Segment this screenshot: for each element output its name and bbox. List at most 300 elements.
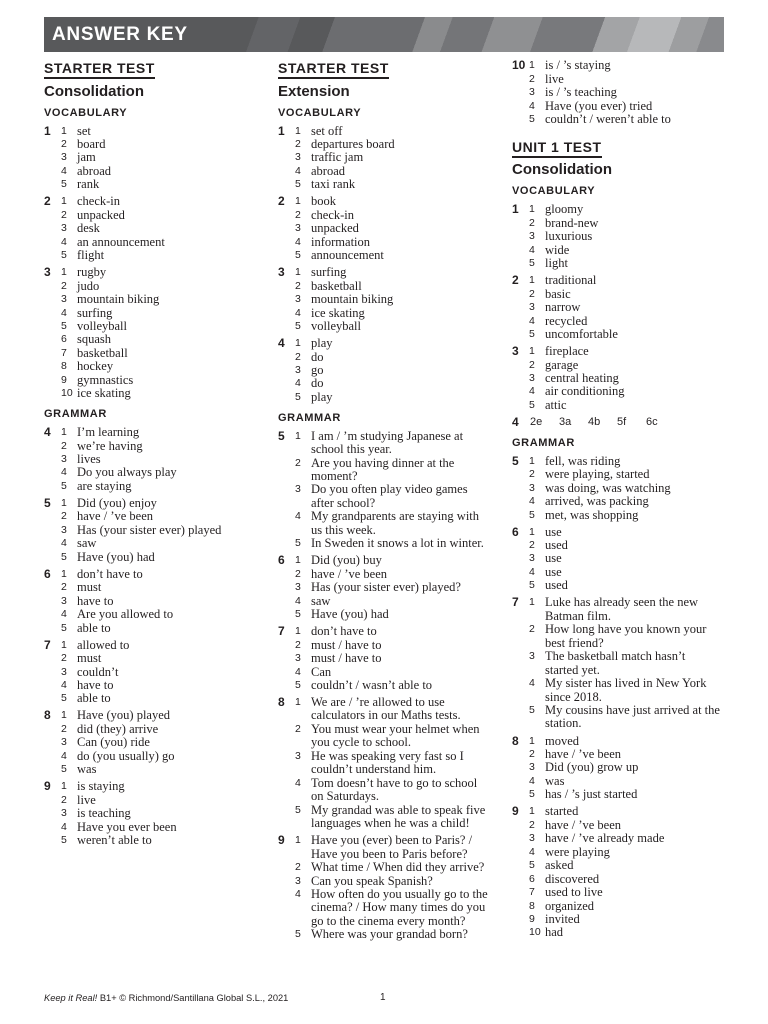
answer-item bbox=[529, 526, 738, 539]
item-number: 5 bbox=[295, 678, 301, 691]
item-number: 1 bbox=[529, 274, 535, 287]
answer-item bbox=[529, 886, 738, 899]
exercise-number: 3 bbox=[44, 265, 51, 280]
exercise-number: 10 bbox=[512, 58, 526, 73]
item-number: 2 bbox=[61, 652, 67, 665]
answer-item bbox=[295, 834, 506, 861]
answer-item bbox=[295, 581, 506, 594]
answer-text: traditional bbox=[545, 273, 597, 288]
exercise-number: 3 bbox=[278, 265, 285, 280]
item-number: 2 bbox=[61, 581, 67, 594]
exercise-block bbox=[278, 195, 506, 262]
answer-item bbox=[61, 453, 272, 466]
item-number: 5 bbox=[295, 803, 301, 816]
item-number: 1 bbox=[529, 454, 535, 467]
answer-text: flight bbox=[77, 248, 105, 263]
exercise-block bbox=[278, 696, 506, 831]
item-number: 1 bbox=[529, 525, 535, 538]
answer-item bbox=[529, 552, 738, 565]
answer-text: information bbox=[311, 234, 371, 249]
answer-item bbox=[61, 595, 272, 608]
exercise-block bbox=[512, 59, 738, 126]
exercise-block bbox=[512, 203, 738, 270]
answer-text: go bbox=[311, 362, 324, 377]
answer-text: How long have you known your best friend? bbox=[545, 622, 707, 650]
answer-text: central heating bbox=[545, 370, 619, 385]
item-number: 5 bbox=[61, 621, 67, 634]
answer-text: I’m learning bbox=[77, 425, 140, 440]
answer-text: basketball bbox=[311, 278, 362, 293]
answer-item bbox=[529, 359, 738, 372]
answer-item bbox=[529, 913, 738, 926]
answer-text: taxi rank bbox=[311, 177, 356, 192]
answer-item bbox=[295, 266, 506, 279]
answer-item bbox=[529, 832, 738, 845]
exercise-block bbox=[44, 195, 272, 262]
item-number: 2 bbox=[61, 439, 67, 452]
answer-list bbox=[529, 274, 738, 341]
item-number: 1 bbox=[529, 805, 535, 818]
answer-item bbox=[61, 723, 272, 736]
item-number: 2 bbox=[295, 861, 301, 874]
item-number: 5 bbox=[295, 178, 301, 191]
answer-text: Can bbox=[311, 664, 332, 679]
answer-item bbox=[61, 293, 272, 306]
answer-text: was bbox=[77, 762, 97, 777]
answer-item bbox=[61, 537, 272, 550]
answer-text: rank bbox=[77, 177, 100, 192]
exercise-number: 6 bbox=[44, 566, 51, 581]
answer-text: couldn’t / weren’t able to bbox=[545, 112, 671, 127]
item-number: 3 bbox=[529, 86, 535, 99]
answer-text: basic bbox=[545, 286, 571, 301]
answer-text: narrow bbox=[545, 300, 581, 315]
answer-text: judo bbox=[77, 278, 100, 293]
item-number: 2 bbox=[61, 510, 67, 523]
exercise-block bbox=[44, 497, 272, 564]
answer-text: Have (you) had bbox=[77, 549, 155, 564]
answer-item bbox=[61, 466, 272, 479]
item-number: 4 bbox=[295, 887, 301, 900]
exercise-number: 1 bbox=[278, 123, 285, 138]
answer-text: used bbox=[545, 578, 568, 593]
item-number: 1 bbox=[61, 124, 67, 137]
item-number: 4 bbox=[61, 235, 67, 248]
answer-item bbox=[529, 315, 738, 328]
answer-text: gloomy bbox=[545, 202, 584, 217]
answer-item bbox=[529, 230, 738, 243]
inline-answer: 6c bbox=[646, 415, 658, 428]
answer-text: invited bbox=[545, 912, 580, 927]
answer-list bbox=[61, 780, 272, 847]
answer-text: must bbox=[77, 651, 102, 666]
answer-item bbox=[61, 807, 272, 820]
answer-text: Has (your sister ever) played bbox=[77, 522, 222, 537]
item-number: 5 bbox=[529, 398, 535, 411]
answer-item bbox=[295, 723, 506, 750]
answer-text: used to live bbox=[545, 885, 603, 900]
answer-text: jam bbox=[77, 150, 96, 165]
answer-item bbox=[295, 888, 506, 928]
answer-item bbox=[295, 483, 506, 510]
answer-list bbox=[529, 596, 738, 731]
answer-item bbox=[295, 639, 506, 652]
exercise-block bbox=[44, 780, 272, 847]
answer-item bbox=[61, 249, 272, 262]
item-number: 4 bbox=[295, 306, 301, 319]
item-number: 5 bbox=[529, 257, 535, 270]
exercise-number: 1 bbox=[512, 202, 519, 217]
answer-item bbox=[529, 539, 738, 552]
answer-item bbox=[529, 372, 738, 385]
answer-item bbox=[529, 650, 738, 677]
item-number: 4 bbox=[295, 510, 301, 523]
answer-text: moved bbox=[545, 733, 580, 748]
answer-text: Do you often play video games after school? bbox=[311, 482, 468, 510]
answer-list bbox=[529, 735, 738, 802]
item-number: 3 bbox=[529, 371, 535, 384]
answer-text: do bbox=[311, 376, 324, 391]
book-title: Keep it Real! bbox=[44, 993, 98, 1003]
item-number: 5 bbox=[61, 550, 67, 563]
answer-text: Have you (ever) been to Paris? / Have you been to Paris before? bbox=[311, 833, 473, 861]
exercise-block bbox=[512, 455, 738, 522]
item-number: 4 bbox=[61, 164, 67, 177]
answer-text: Can (you) ride bbox=[77, 735, 150, 750]
answer-item bbox=[295, 165, 506, 178]
column-1 bbox=[44, 59, 272, 848]
answer-text: We are / ’re allowed to use calculators in our Maths tests. bbox=[311, 695, 461, 723]
answer-list bbox=[61, 195, 272, 262]
copyright-text: B1+ © Richmond/Santillana Global S.L., 2021 bbox=[99, 993, 289, 1003]
answer-text: Have (you) had bbox=[311, 607, 389, 622]
answer-text: must / have to bbox=[311, 651, 382, 666]
item-number: 1 bbox=[61, 426, 67, 439]
answer-text: fireplace bbox=[545, 344, 589, 359]
answer-item bbox=[61, 125, 272, 138]
answer-item bbox=[529, 274, 738, 287]
answer-item bbox=[295, 280, 506, 293]
exercise-number: 2 bbox=[512, 273, 519, 288]
item-number: 3 bbox=[61, 293, 67, 306]
answer-text: have / ’ve been bbox=[545, 746, 622, 761]
answer-item bbox=[529, 203, 738, 216]
inline-answers bbox=[530, 416, 738, 429]
item-number: 10 bbox=[61, 387, 73, 400]
answer-text: we’re having bbox=[77, 438, 143, 453]
test-heading: STARTER TEST bbox=[278, 59, 389, 79]
answer-list bbox=[61, 568, 272, 635]
exercise-number: 5 bbox=[512, 453, 519, 468]
answer-item bbox=[529, 73, 738, 86]
answer-item bbox=[61, 347, 272, 360]
item-number: 5 bbox=[61, 249, 67, 262]
answer-text: What time / When did they arrive? bbox=[311, 860, 485, 875]
answer-text: My grandparents are staying with us this week. bbox=[311, 509, 480, 537]
item-number: 7 bbox=[529, 886, 535, 899]
test-heading: STARTER TEST bbox=[44, 59, 155, 79]
answer-text: My sister has lived in New York since 2018. bbox=[545, 676, 707, 704]
item-number: 3 bbox=[61, 222, 67, 235]
answer-text: Did (you) enjoy bbox=[77, 495, 157, 510]
answer-text: use bbox=[545, 551, 562, 566]
answer-item bbox=[61, 151, 272, 164]
answer-text: have / ’ve been bbox=[77, 509, 154, 524]
answer-text: discovered bbox=[545, 871, 600, 886]
item-number: 2 bbox=[529, 818, 535, 831]
section-heading: GRAMMAR bbox=[278, 411, 341, 424]
answer-item bbox=[529, 775, 738, 788]
item-number: 3 bbox=[295, 151, 301, 164]
exercise-block bbox=[512, 416, 738, 429]
item-number: 3 bbox=[295, 293, 301, 306]
answer-text: wide bbox=[545, 242, 570, 257]
item-number: 4 bbox=[61, 306, 67, 319]
answer-text: desk bbox=[77, 221, 100, 236]
item-number: 2 bbox=[295, 208, 301, 221]
answer-item bbox=[295, 307, 506, 320]
answer-item bbox=[61, 236, 272, 249]
inline-answer: 5f bbox=[617, 415, 627, 428]
answer-item bbox=[295, 554, 506, 567]
answer-text: set off bbox=[311, 123, 343, 138]
exercise-number: 6 bbox=[512, 524, 519, 539]
answer-text: check-in bbox=[77, 194, 121, 209]
answer-item bbox=[295, 696, 506, 723]
item-number: 4 bbox=[61, 678, 67, 691]
exercise-block bbox=[44, 125, 272, 192]
answer-item bbox=[61, 608, 272, 621]
answer-item bbox=[529, 399, 738, 412]
answer-item bbox=[295, 320, 506, 333]
exercise-block bbox=[44, 568, 272, 635]
answer-text: He was speaking very fast so I couldn’t understand him. bbox=[311, 748, 464, 777]
exercise-number: 7 bbox=[512, 595, 519, 610]
answer-text: You must wear your helmet when you cycle to school. bbox=[311, 721, 480, 750]
answer-item bbox=[295, 861, 506, 874]
answer-item bbox=[61, 794, 272, 807]
exercise-block bbox=[278, 430, 506, 551]
exercise-block bbox=[44, 709, 272, 776]
answer-item bbox=[295, 236, 506, 249]
item-number: 5 bbox=[61, 834, 67, 847]
answer-list bbox=[295, 834, 506, 942]
answer-text: started bbox=[545, 804, 579, 819]
answer-item bbox=[529, 288, 738, 301]
answer-text: unpacked bbox=[311, 221, 359, 236]
item-number: 1 bbox=[61, 567, 67, 580]
exercise-block bbox=[512, 805, 738, 940]
item-number: 3 bbox=[529, 230, 535, 243]
item-number: 4 bbox=[295, 164, 301, 177]
answer-item bbox=[61, 821, 272, 834]
item-number: 2 bbox=[529, 468, 535, 481]
answer-text: set bbox=[77, 123, 91, 138]
answer-text: weren’t able to bbox=[77, 833, 152, 848]
item-number: 5 bbox=[529, 508, 535, 521]
item-number: 2 bbox=[295, 137, 301, 150]
exercise-block bbox=[278, 266, 506, 333]
answer-item bbox=[529, 926, 738, 939]
item-number: 3 bbox=[529, 761, 535, 774]
exercise-number: 8 bbox=[278, 695, 285, 710]
answer-item bbox=[529, 566, 738, 579]
item-number: 1 bbox=[295, 696, 301, 709]
item-number: 4 bbox=[529, 565, 535, 578]
item-number: 4 bbox=[295, 594, 301, 607]
item-number: 1 bbox=[295, 195, 301, 208]
answer-list bbox=[295, 554, 506, 621]
inline-answer: 2e bbox=[530, 415, 543, 428]
exercise-block bbox=[44, 266, 272, 401]
item-number: 4 bbox=[61, 749, 67, 762]
item-number: 8 bbox=[529, 899, 535, 912]
exercise-number: 4 bbox=[512, 414, 519, 429]
level-heading: Extension bbox=[278, 82, 350, 100]
answer-item bbox=[295, 457, 506, 484]
item-number: 1 bbox=[61, 266, 67, 279]
exercise-number: 2 bbox=[44, 194, 51, 209]
answer-item bbox=[61, 178, 272, 191]
exercise-number: 7 bbox=[44, 637, 51, 652]
answer-text: live bbox=[545, 71, 564, 86]
answer-item bbox=[529, 345, 738, 358]
answer-item bbox=[529, 385, 738, 398]
answer-list bbox=[61, 639, 272, 706]
answer-list bbox=[61, 426, 272, 493]
answer-text: Where was your grandad born? bbox=[311, 927, 468, 942]
answer-item bbox=[61, 440, 272, 453]
answer-item bbox=[529, 59, 738, 72]
answer-item bbox=[529, 846, 738, 859]
answer-text: Have (you) played bbox=[77, 708, 171, 723]
exercise-number: 9 bbox=[512, 804, 519, 819]
answer-text: has / ’s just started bbox=[545, 787, 638, 802]
item-number: 4 bbox=[295, 665, 301, 678]
answer-text: live bbox=[77, 792, 96, 807]
answer-item bbox=[295, 777, 506, 804]
item-number: 2 bbox=[295, 638, 301, 651]
exercise-block bbox=[278, 337, 506, 404]
answer-text: couldn’t bbox=[77, 664, 119, 679]
item-number: 1 bbox=[61, 496, 67, 509]
answer-item bbox=[295, 608, 506, 621]
section-heading: VOCABULARY bbox=[44, 106, 128, 119]
answer-text: is / ’s staying bbox=[545, 58, 611, 73]
footer-copyright bbox=[44, 992, 288, 1004]
answer-text: Can you speak Spanish? bbox=[311, 873, 433, 888]
item-number: 4 bbox=[61, 466, 67, 479]
answer-item bbox=[529, 761, 738, 774]
section-heading: VOCABULARY bbox=[278, 106, 362, 119]
answer-text: departures board bbox=[311, 136, 395, 151]
answer-item bbox=[61, 666, 272, 679]
answer-item bbox=[61, 195, 272, 208]
answer-list bbox=[295, 266, 506, 333]
answer-text: ice skating bbox=[77, 386, 131, 401]
answer-list bbox=[529, 345, 738, 412]
answer-text: abroad bbox=[311, 163, 346, 178]
answer-item bbox=[295, 750, 506, 777]
answer-item bbox=[529, 805, 738, 818]
answer-text: met, was shopping bbox=[545, 507, 639, 522]
answer-item bbox=[61, 763, 272, 776]
answer-item bbox=[295, 351, 506, 364]
answer-text: How often do you usually go to the cinema? / How many times do you go to the cinema every month? bbox=[311, 886, 488, 928]
item-number: 1 bbox=[295, 266, 301, 279]
answer-item bbox=[529, 748, 738, 761]
answer-list bbox=[295, 696, 506, 831]
answer-item bbox=[61, 307, 272, 320]
answer-item bbox=[295, 249, 506, 262]
answer-text: unpacked bbox=[77, 207, 125, 222]
item-number: 2 bbox=[61, 279, 67, 292]
answer-text: is teaching bbox=[77, 806, 131, 821]
item-number: 4 bbox=[295, 235, 301, 248]
answer-item bbox=[295, 377, 506, 390]
item-number: 5 bbox=[61, 763, 67, 776]
item-number: 3 bbox=[529, 552, 535, 565]
answer-item bbox=[529, 328, 738, 341]
answer-text: couldn’t / wasn’t able to bbox=[311, 677, 433, 692]
answer-item bbox=[295, 430, 506, 457]
item-number: 5 bbox=[61, 692, 67, 705]
answer-text: able to bbox=[77, 620, 111, 635]
item-number: 5 bbox=[529, 788, 535, 801]
answer-text: have / ’ve been bbox=[545, 817, 622, 832]
answer-text: must bbox=[77, 580, 102, 595]
answer-item bbox=[529, 859, 738, 872]
answer-item bbox=[61, 333, 272, 346]
answer-text: My grandad was able to speak five languages when he was a child! bbox=[311, 802, 486, 831]
item-number: 2 bbox=[295, 279, 301, 292]
item-number: 2 bbox=[529, 216, 535, 229]
item-number: 4 bbox=[529, 314, 535, 327]
answer-text: have to bbox=[77, 593, 114, 608]
answer-item bbox=[529, 301, 738, 314]
item-number: 4 bbox=[529, 385, 535, 398]
answer-text: announcement bbox=[311, 248, 384, 263]
answer-item bbox=[529, 509, 738, 522]
item-number: 3 bbox=[61, 151, 67, 164]
answer-item bbox=[61, 692, 272, 705]
answer-text: do bbox=[311, 349, 324, 364]
item-number: 2 bbox=[529, 747, 535, 760]
item-number: 4 bbox=[529, 845, 535, 858]
answer-item bbox=[529, 86, 738, 99]
item-number: 1 bbox=[295, 834, 301, 847]
answer-text: are staying bbox=[77, 478, 132, 493]
item-number: 2 bbox=[295, 350, 301, 363]
answer-text: organized bbox=[545, 898, 595, 913]
answer-text: surfing bbox=[77, 305, 113, 320]
exercise-block bbox=[512, 274, 738, 341]
answer-item bbox=[61, 709, 272, 722]
item-number: 3 bbox=[61, 736, 67, 749]
answer-item bbox=[295, 195, 506, 208]
answer-text: light bbox=[545, 256, 568, 271]
answer-text: check-in bbox=[311, 207, 355, 222]
answer-item bbox=[295, 151, 506, 164]
answer-text: My cousins have just arrived at the station. bbox=[545, 703, 720, 731]
item-number: 4 bbox=[61, 608, 67, 621]
answer-item bbox=[61, 581, 272, 594]
answer-text: saw bbox=[311, 593, 331, 608]
answer-item bbox=[61, 622, 272, 635]
item-number: 1 bbox=[61, 709, 67, 722]
answer-item bbox=[529, 819, 738, 832]
answer-text: hockey bbox=[77, 359, 114, 374]
